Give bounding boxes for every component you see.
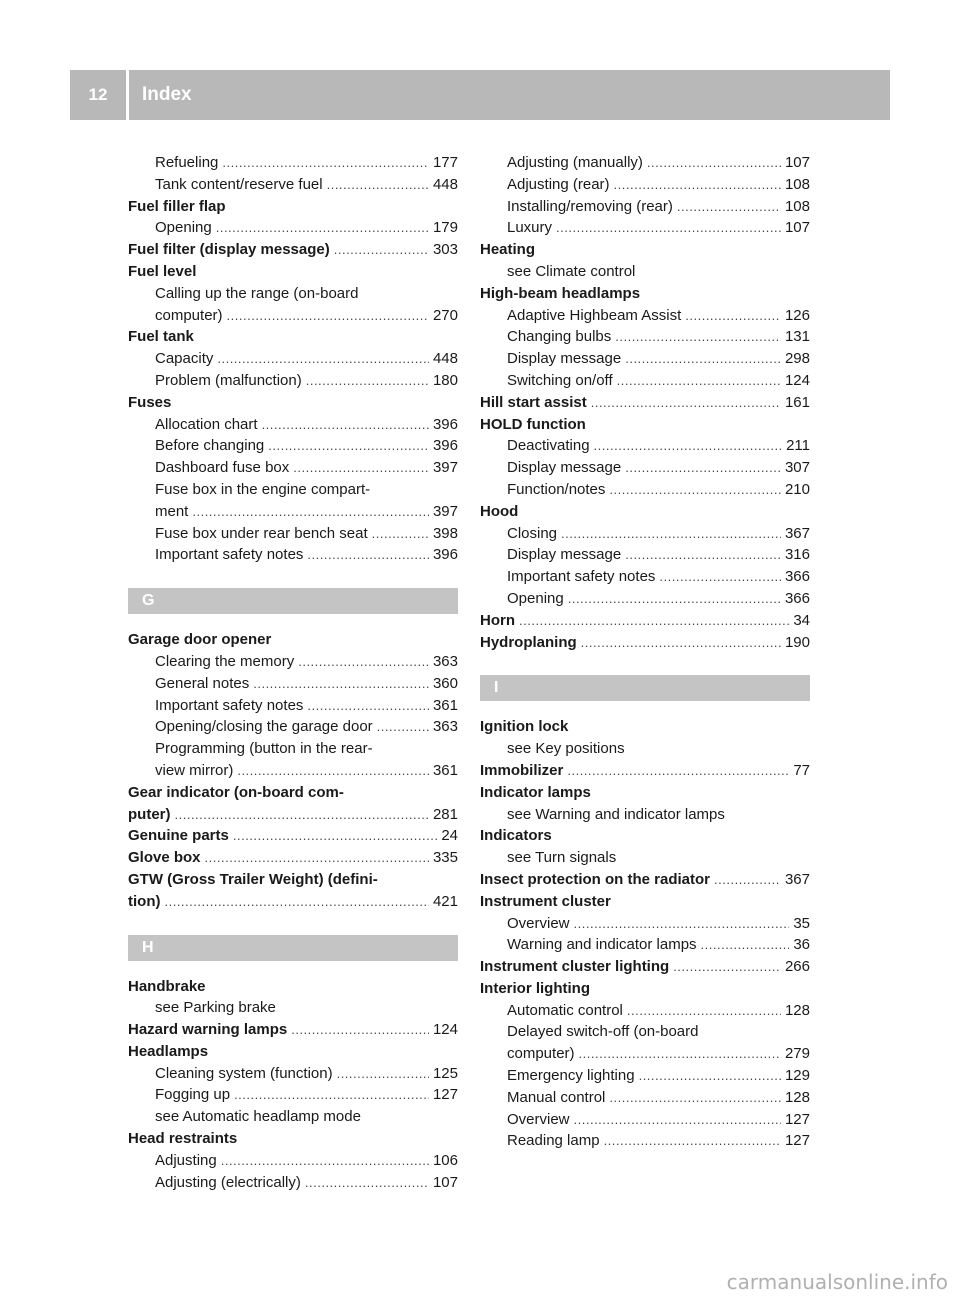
index-entry: Hill start assist ..... 161: [480, 392, 810, 414]
index-entry: Automatic control ..... 128: [480, 1000, 810, 1022]
index-entry: Adjusting (electrically) ..... 107: [128, 1172, 458, 1194]
index-heading: Head restraints: [128, 1130, 238, 1148]
index-entry: Hydroplaning ..... 190: [480, 632, 810, 654]
index-heading: Fuel filler flap: [128, 197, 226, 215]
index-entry: Closing ..... 367: [480, 523, 810, 545]
index-entry: Tank content/reserve fuel ..... 448: [128, 174, 458, 196]
index-entry: Overview ..... 35: [480, 913, 810, 935]
index-heading: Fuel tank: [128, 328, 194, 346]
index-entry: Adaptive Highbeam Assist ..... 126: [480, 305, 810, 327]
index-entry: Luxury ..... 107: [480, 217, 810, 239]
index-entry: Important safety notes ..... 396: [128, 544, 458, 566]
index-heading: Ignition lock: [480, 718, 569, 736]
index-heading: Indicators: [480, 827, 552, 845]
index-entry: Immobilizer ..... 77: [480, 760, 810, 782]
index-heading: Gear indicator (on-board com-: [128, 783, 344, 801]
index-entry: Display message ..... 298: [480, 348, 810, 370]
index-see-reference: see Parking brake: [155, 999, 276, 1017]
page-title: Index: [142, 84, 192, 105]
index-entry: Changing bulbs ..... 131: [480, 326, 810, 348]
index-see-reference: see Warning and indicator lamps: [507, 805, 725, 823]
index-entry: Clearing the memory ..... 363: [128, 651, 458, 673]
index-heading: Garage door opener: [128, 631, 272, 649]
index-entry: Opening/closing the garage door ..... 363: [128, 716, 458, 738]
index-entry: computer) ..... 279: [480, 1043, 810, 1065]
index-entry: Insect protection on the radiator ..... 367: [480, 869, 810, 891]
index-entry: computer) ..... 270: [128, 305, 458, 327]
index-entry: Important safety notes ..... 366: [480, 566, 810, 588]
index-entry: Genuine parts ..... 24: [128, 825, 458, 847]
index-entry: Adjusting (rear) ..... 108: [480, 174, 810, 196]
index-entry: Emergency lighting ..... 129: [480, 1065, 810, 1087]
index-heading: Fuel level: [128, 262, 197, 280]
index-entry: Manual control ..... 128: [480, 1087, 810, 1109]
index-entry-line: Fuse box in the engine compart-: [155, 480, 371, 498]
index-entry: Opening ..... 179: [128, 217, 458, 239]
index-column-left: [128, 152, 458, 1193]
index-entry: Fogging up ..... 127: [128, 1084, 458, 1106]
index-heading: Fuses: [128, 393, 172, 411]
index-entry: Instrument cluster lighting ..... 266: [480, 956, 810, 978]
index-entry: Overview ..... 127: [480, 1109, 810, 1131]
index-heading: Headlamps: [128, 1042, 209, 1060]
index-entry: Deactivating ..... 211: [480, 435, 810, 457]
index-entry: Switching on/off ..... 124: [480, 370, 810, 392]
index-heading: Handbrake: [128, 977, 206, 995]
index-see-reference: see Automatic headlamp mode: [155, 1108, 361, 1126]
index-heading: Instrument cluster: [480, 892, 611, 910]
index-entry: ment ..... 397: [128, 501, 458, 523]
index-entry: Allocation chart ..... 396: [128, 414, 458, 436]
index-heading: High-beam headlamps: [480, 284, 641, 302]
index-entry: Cleaning system (function) ..... 125: [128, 1063, 458, 1085]
index-entry: Fuse box under rear bench seat ..... 398: [128, 523, 458, 545]
index-see-reference: see Climate control: [507, 262, 636, 280]
index-entry: Hazard warning lamps ..... 124: [128, 1019, 458, 1041]
index-entry: puter) ..... 281: [128, 804, 458, 826]
index-entry: Dashboard fuse box ..... 397: [128, 457, 458, 479]
index-heading: Hood: [480, 502, 519, 520]
letter-section-h: H: [128, 935, 458, 961]
index-entry: Reading lamp ..... 127: [480, 1130, 810, 1152]
index-entry: Installing/removing (rear) ..... 108: [480, 196, 810, 218]
index-entry: Fuel filter (display message) ..... 303: [128, 239, 458, 261]
index-entry: Adjusting ..... 106: [128, 1150, 458, 1172]
index-heading: HOLD function: [480, 415, 586, 433]
index-entry-line: Calling up the range (on-board: [155, 284, 359, 302]
index-entry-line: Programming (button in the rear-: [155, 740, 373, 758]
index-entry: Capacity ..... 448: [128, 348, 458, 370]
index-entry: Function/notes ..... 210: [480, 479, 810, 501]
page-number: 12: [88, 85, 108, 104]
index-heading: Heating: [480, 241, 536, 259]
index-entry: Display message ..... 307: [480, 457, 810, 479]
index-entry: Problem (malfunction) ..... 180: [128, 370, 458, 392]
letter-section-i: I: [480, 675, 810, 701]
index-heading: Interior lighting: [480, 979, 590, 997]
index-entry: Important safety notes ..... 361: [128, 695, 458, 717]
index-see-reference: see Key positions: [507, 740, 625, 758]
index-entry: tion) ..... 421: [128, 891, 458, 913]
index-heading: GTW (Gross Trailer Weight) (defini-: [128, 870, 378, 888]
letter-section-g: G: [128, 588, 458, 614]
index-entry: Before changing ..... 396: [128, 435, 458, 457]
index-entry: General notes ..... 360: [128, 673, 458, 695]
index-entry: Warning and indicator lamps ..... 36: [480, 934, 810, 956]
header-divider: [126, 70, 129, 120]
index-entry: Opening ..... 366: [480, 588, 810, 610]
watermark: carmanualsonline.info: [726, 1270, 948, 1294]
index-entry: Refueling ..... 177: [128, 152, 458, 174]
index-entry-line: Delayed switch-off (on-board: [507, 1023, 699, 1041]
index-column-right: [480, 152, 810, 1152]
index-entry: Horn ..... 34: [480, 610, 810, 632]
index-entry: Display message ..... 316: [480, 544, 810, 566]
index-entry: view mirror) ..... 361: [128, 760, 458, 782]
index-entry: Adjusting (manually) ..... 107: [480, 152, 810, 174]
index-heading: Indicator lamps: [480, 783, 591, 801]
index-entry: Glove box ..... 335: [128, 847, 458, 869]
index-see-reference: see Turn signals: [507, 849, 617, 867]
page-header: [70, 70, 890, 120]
